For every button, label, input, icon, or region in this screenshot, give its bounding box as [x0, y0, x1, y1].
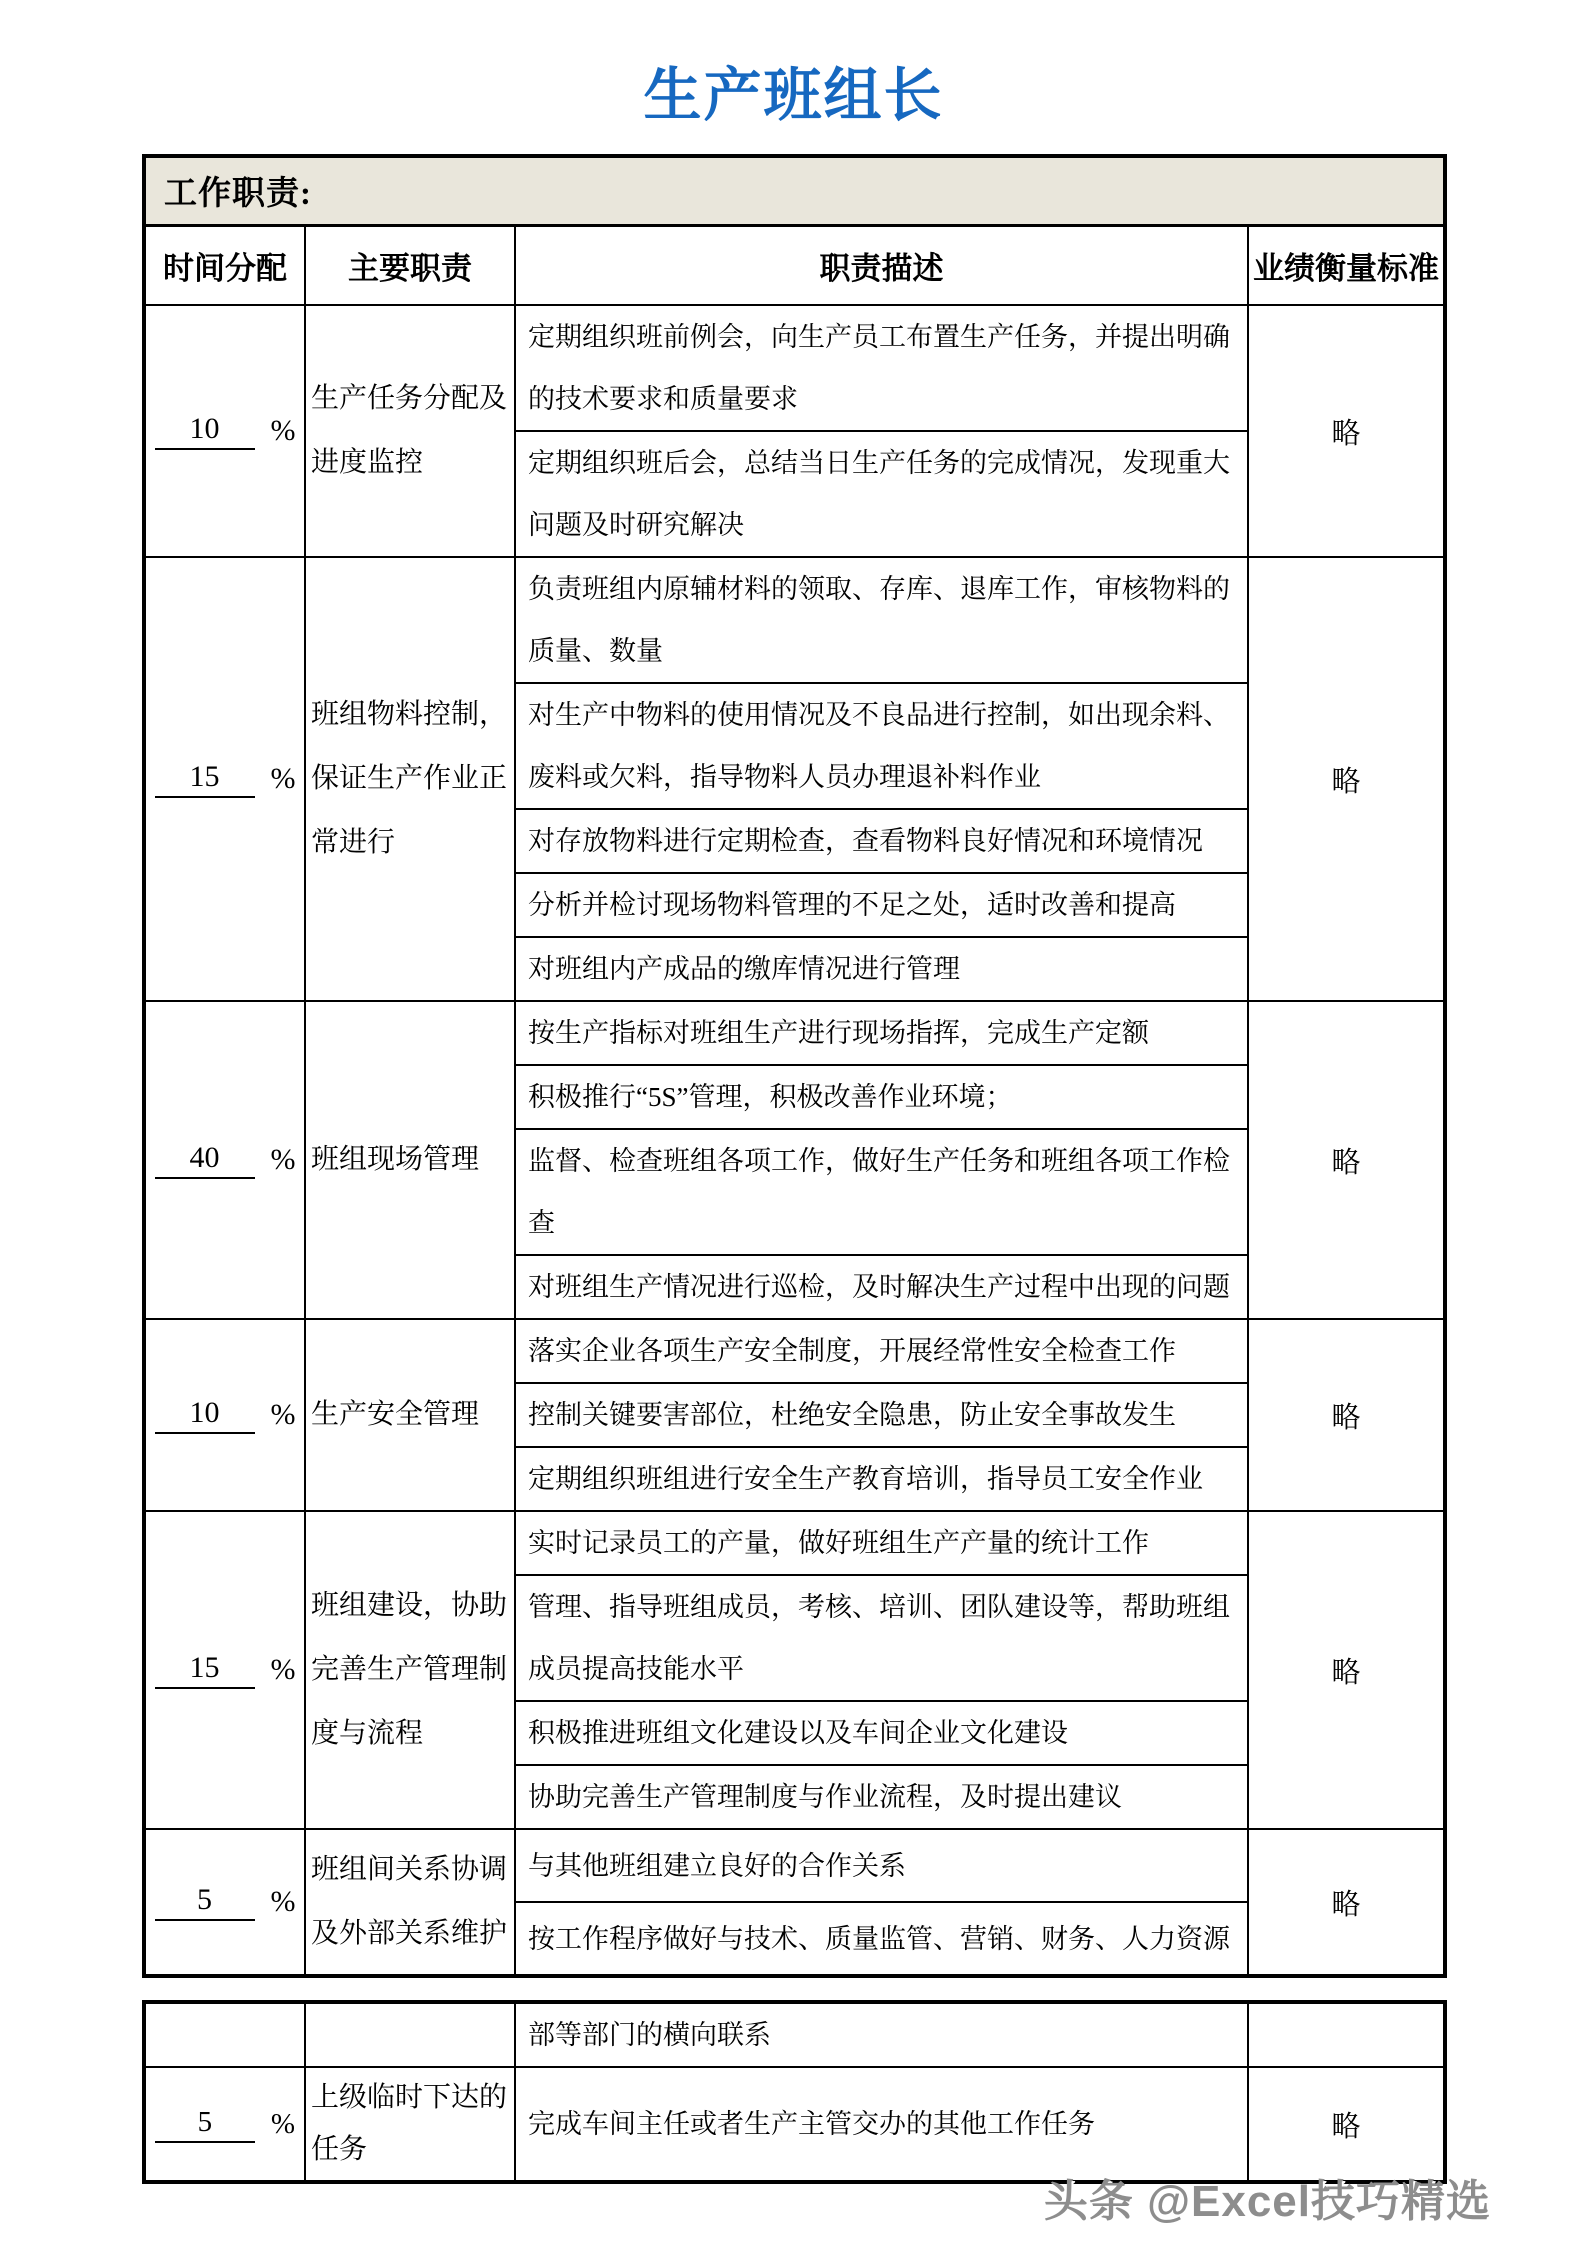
footer-credit: 头条 @Excel技巧精选	[1043, 2177, 1491, 2226]
table-row	[146, 1510, 1443, 1828]
table-row	[146, 556, 1443, 1000]
main-duty-cell: 生产任务分配及进度监控	[304, 306, 514, 556]
table-row	[146, 1000, 1443, 1318]
description-text: 监督、检查班组各项工作，做好生产任务和班组各项工作检查	[528, 1146, 1230, 1238]
descriptions-cell	[514, 2004, 1247, 2066]
time-value: 40	[155, 1141, 255, 1179]
time-allocation-cell	[146, 558, 304, 1000]
description-text: 定期组织班后会，总结当日生产任务的完成情况，发现重大问题及时研究解决	[528, 448, 1230, 540]
description-item	[516, 1446, 1247, 1510]
time-allocation-cell	[146, 2004, 304, 2066]
description-item	[516, 1764, 1247, 1828]
percent-sign: %	[270, 1398, 296, 1431]
time-value: 15	[155, 760, 255, 798]
description-item	[516, 1002, 1247, 1064]
header-cell-time-allocation: 时间分配	[163, 251, 287, 286]
time-allocation-cell	[146, 1512, 304, 1828]
time-allocation-cell	[146, 2068, 304, 2180]
measure-cell: 略	[1247, 1830, 1443, 1974]
description-text: 对班组内产成品的缴库情况进行管理	[528, 954, 960, 984]
duties-table	[142, 154, 1447, 1978]
description-item	[516, 808, 1247, 872]
description-text: 协助完善生产管理制度与作业流程，及时提出建议	[528, 1782, 1122, 1812]
time-value: 5	[155, 2106, 255, 2143]
time-allocation-cell	[146, 306, 304, 556]
table-row	[146, 306, 1443, 556]
description-item	[516, 1128, 1247, 1254]
description-item	[516, 558, 1247, 682]
description-text: 控制关键要害部位，杜绝安全隐患，防止安全事故发生	[528, 1400, 1176, 1430]
main-duty-cell: 上级临时下达的任务	[304, 2068, 514, 2180]
description-item	[516, 430, 1247, 556]
description-text: 积极推行“5S”管理，积极改善作业环境；	[528, 1082, 1013, 1112]
header-cell-performance-measure: 业绩衡量标准	[1247, 227, 1443, 304]
description-item	[516, 1254, 1247, 1318]
table-row	[146, 2066, 1443, 2180]
main-duty-cell	[304, 2004, 514, 2066]
percent-sign: %	[270, 414, 296, 447]
description-text: 负责班组内原辅材料的领取、存库、退库工作，审核物料的质量、数量	[528, 574, 1230, 666]
table-row	[146, 2004, 1443, 2066]
percent-sign: %	[270, 762, 296, 795]
table-caption: 工作职责:	[146, 158, 1443, 227]
main-duty-cell: 班组建设，协助完善生产管理制度与流程	[304, 1512, 514, 1828]
description-item	[516, 682, 1247, 808]
percent-sign: %	[270, 1143, 296, 1176]
description-item	[516, 1700, 1247, 1764]
description-item	[516, 1064, 1247, 1128]
time-allocation-cell	[146, 1002, 304, 1318]
main-duty-cell: 班组间关系协调及外部关系维护	[304, 1830, 514, 1974]
main-duty-cell: 班组物料控制，保证生产作业正常进行	[304, 558, 514, 1000]
header-cell-main-duty: 主要职责	[304, 227, 514, 304]
table-row	[146, 1318, 1443, 1510]
description-item	[516, 306, 1247, 430]
description-text: 落实企业各项生产安全制度，开展经常性安全检查工作	[528, 1336, 1176, 1366]
description-text: 按生产指标对班组生产进行现场指挥，完成生产定额	[528, 1018, 1149, 1048]
time-value: 10	[155, 1396, 255, 1434]
descriptions-cell	[514, 558, 1247, 1000]
measure-cell: 略	[1247, 1320, 1443, 1510]
main-duty-cell: 生产安全管理	[304, 1320, 514, 1510]
descriptions-cell	[514, 1512, 1247, 1828]
description-text: 管理、指导班组成员，考核、培训、团队建设等，帮助班组成员提高技能水平	[528, 1592, 1230, 1684]
description-text: 部等部门的横向联系	[528, 2020, 771, 2050]
description-text: 分析并检讨现场物料管理的不足之处，适时改善和提高	[528, 890, 1176, 920]
description-item	[516, 1574, 1247, 1700]
descriptions-cell	[514, 2068, 1247, 2180]
time-value: 15	[155, 1651, 255, 1689]
descriptions-cell	[514, 1320, 1247, 1510]
description-item	[516, 2004, 1247, 2066]
description-item	[516, 1512, 1247, 1574]
measure-cell: 略	[1247, 1002, 1443, 1318]
measure-cell	[1247, 2004, 1443, 2066]
description-item	[516, 1382, 1247, 1446]
table-body	[146, 306, 1443, 1974]
main-duty-cell: 班组现场管理	[304, 1002, 514, 1318]
measure-cell: 略	[1247, 1512, 1443, 1828]
description-text: 积极推进班组文化建设以及车间企业文化建设	[528, 1718, 1068, 1748]
time-value: 5	[155, 1883, 255, 1921]
description-item	[516, 1830, 1247, 1901]
description-text: 定期组织班组进行安全生产教育培训，指导员工安全作业	[528, 1464, 1203, 1494]
time-value: 10	[155, 412, 255, 450]
measure-cell: 略	[1247, 306, 1443, 556]
duties-table-continued	[142, 2000, 1447, 2184]
description-text: 完成车间主任或者生产主管交办的其他工作任务	[528, 2109, 1095, 2139]
table-body-continued	[146, 2004, 1443, 2180]
description-text: 与其他班组建立良好的合作关系	[528, 1850, 906, 1881]
time-allocation-cell	[146, 1320, 304, 1510]
measure-cell: 略	[1247, 2068, 1443, 2180]
description-text: 对生产中物料的使用情况及不良品进行控制，如出现余料、废料或欠料，指导物料人员办理退补料作业	[528, 700, 1230, 792]
description-text: 对存放物料进行定期检查，查看物料良好情况和环境情况	[528, 826, 1203, 856]
header-row	[146, 227, 1443, 306]
description-item	[516, 936, 1247, 1000]
description-item	[516, 1320, 1247, 1382]
description-item	[516, 1901, 1247, 1974]
descriptions-cell	[514, 1830, 1247, 1974]
page-title: 生产班组长	[643, 63, 944, 128]
description-text: 实时记录员工的产量，做好班组生产产量的统计工作	[528, 1528, 1149, 1558]
descriptions-cell	[514, 306, 1247, 556]
percent-sign: %	[270, 1885, 296, 1918]
time-allocation-cell	[146, 1830, 304, 1974]
description-item	[516, 872, 1247, 936]
description-text: 按工作程序做好与技术、质量监管、营销、财务、人力资源	[528, 1923, 1230, 1954]
descriptions-cell	[514, 1002, 1247, 1318]
header-cell-duty-description: 职责描述	[514, 227, 1247, 304]
measure-cell: 略	[1247, 558, 1443, 1000]
description-text: 对班组生产情况进行巡检，及时解决生产过程中出现的问题	[528, 1272, 1230, 1302]
percent-sign: %	[270, 2107, 296, 2140]
description-item	[516, 2068, 1247, 2180]
table-row	[146, 1828, 1443, 1974]
description-text: 定期组织班前例会，向生产员工布置生产任务，并提出明确的技术要求和质量要求	[528, 322, 1230, 414]
percent-sign: %	[270, 1653, 296, 1686]
